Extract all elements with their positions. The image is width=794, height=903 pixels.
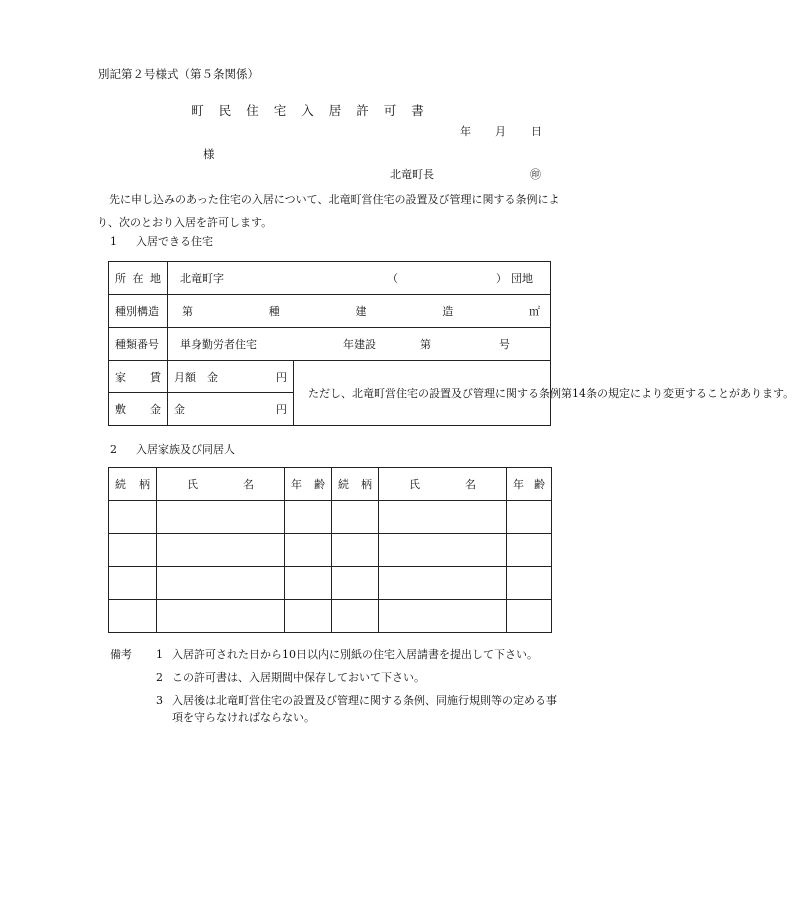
- family-cell: [379, 534, 507, 567]
- rent-note: ただし、北竜町営住宅の設置及び管理に関する条例第14条の規定により変更することがあります。: [294, 361, 551, 426]
- issuer-name: 北竜町長: [390, 168, 434, 181]
- page-title: 町民住宅入居許可書: [191, 103, 439, 118]
- col-header-age: 年 齢: [513, 478, 545, 491]
- date-day: 日: [531, 125, 542, 138]
- col-header-relation: 続 柄: [338, 478, 372, 491]
- family-cell: [109, 534, 157, 567]
- family-row: [109, 567, 552, 600]
- remark-number: 1: [156, 648, 163, 661]
- deposit-label: 敷 金: [115, 403, 161, 416]
- family-cell: [285, 600, 332, 633]
- family-cell: [379, 501, 507, 534]
- section1-title: 入居できる住宅: [136, 235, 213, 248]
- section2-title: 入居家族及び同居人: [136, 443, 235, 456]
- housing-row-structure: [109, 295, 551, 328]
- family-cell: [157, 567, 285, 600]
- addressee-suffix: 様: [203, 147, 215, 161]
- deposit-unit: 円: [276, 403, 287, 416]
- family-cell: [379, 567, 507, 600]
- location-paren-open: （: [387, 272, 398, 285]
- rent-label: 家 賃: [115, 370, 161, 384]
- structure-part: 建: [355, 305, 367, 318]
- type-name: 単身勤労者住宅: [180, 338, 257, 351]
- family-cell: [507, 501, 552, 534]
- structure-part: 第: [182, 305, 193, 318]
- section1-number: 1: [110, 235, 117, 248]
- family-cell: [109, 567, 157, 600]
- family-cell: [507, 600, 552, 633]
- remark-number: 2: [156, 671, 163, 684]
- family-cell: [507, 567, 552, 600]
- form-label: 別記第２号様式（第５条関係）: [98, 67, 259, 81]
- body-text: 先に申し込みのあった住宅の入居について、北竜町営住宅の設置及び管理に関する条例により、次のとおり入居を許可します。: [97, 193, 560, 229]
- section1-heading: [110, 233, 213, 249]
- family-cell: [157, 501, 285, 534]
- family-cell: [332, 534, 379, 567]
- type-label: 種類番号: [109, 328, 168, 361]
- location-paren-close: ）: [496, 272, 507, 285]
- family-row: [109, 501, 552, 534]
- family-cell: [332, 567, 379, 600]
- housing-row-type: [109, 328, 551, 361]
- family-table: [108, 467, 552, 633]
- date-month: 月: [495, 125, 506, 138]
- type-built: 年建設: [343, 338, 376, 351]
- family-row: [109, 534, 552, 567]
- seal-mark: ㊞: [530, 168, 541, 181]
- remark-text: この許可書は、入居期間中保存しておいて下さい。: [172, 671, 425, 684]
- structure-part: 種: [268, 305, 280, 318]
- date-year: 年: [460, 125, 471, 138]
- col-header-relation: 続 柄: [115, 478, 150, 491]
- rent-unit: 円: [276, 370, 287, 384]
- family-cell: [109, 600, 157, 633]
- family-cell: [332, 600, 379, 633]
- family-row: [109, 600, 552, 633]
- type-gou: 号: [499, 338, 510, 351]
- section2-number: 2: [110, 443, 117, 456]
- col-header-name: 氏 名: [409, 478, 476, 491]
- rent-prefix: 月額 金: [174, 370, 218, 384]
- housing-row-rent: [109, 361, 551, 393]
- remarks: [110, 646, 560, 732]
- structure-label: 種別構造: [109, 295, 168, 328]
- col-header-age: 年 齢: [291, 478, 325, 491]
- remark-text: 入居後は北竜町営住宅の設置及び管理に関する条例、同施行規則等の定める事項を守らなければならない。: [172, 694, 557, 724]
- housing-table: [108, 261, 794, 426]
- family-header-row: [109, 468, 552, 501]
- location-suffix: 団地: [511, 272, 533, 285]
- family-cell: [379, 600, 507, 633]
- remarks-label: 備考: [110, 648, 132, 661]
- col-header-name: 氏 名: [187, 478, 254, 491]
- type-no: 第: [420, 338, 431, 351]
- family-cell: [285, 567, 332, 600]
- location-town: 北竜町字: [180, 272, 224, 285]
- section2-heading: [110, 441, 235, 457]
- structure-parts: [174, 303, 544, 319]
- structure-part: 造: [442, 305, 454, 318]
- remark-number: 3: [156, 694, 163, 707]
- family-cell: [285, 534, 332, 567]
- family-cell: [109, 501, 157, 534]
- location-label: 所 在 地: [115, 272, 161, 285]
- family-cell: [285, 501, 332, 534]
- family-cell: [157, 534, 285, 567]
- deposit-prefix: 金: [174, 403, 185, 416]
- family-cell: [507, 534, 552, 567]
- remark-text: 入居許可された日から10日以内に別紙の住宅入居請書を提出して下さい。: [172, 648, 538, 661]
- structure-unit: ㎡: [529, 305, 540, 318]
- housing-row-location: [109, 262, 551, 295]
- family-cell: [157, 600, 285, 633]
- family-cell: [332, 501, 379, 534]
